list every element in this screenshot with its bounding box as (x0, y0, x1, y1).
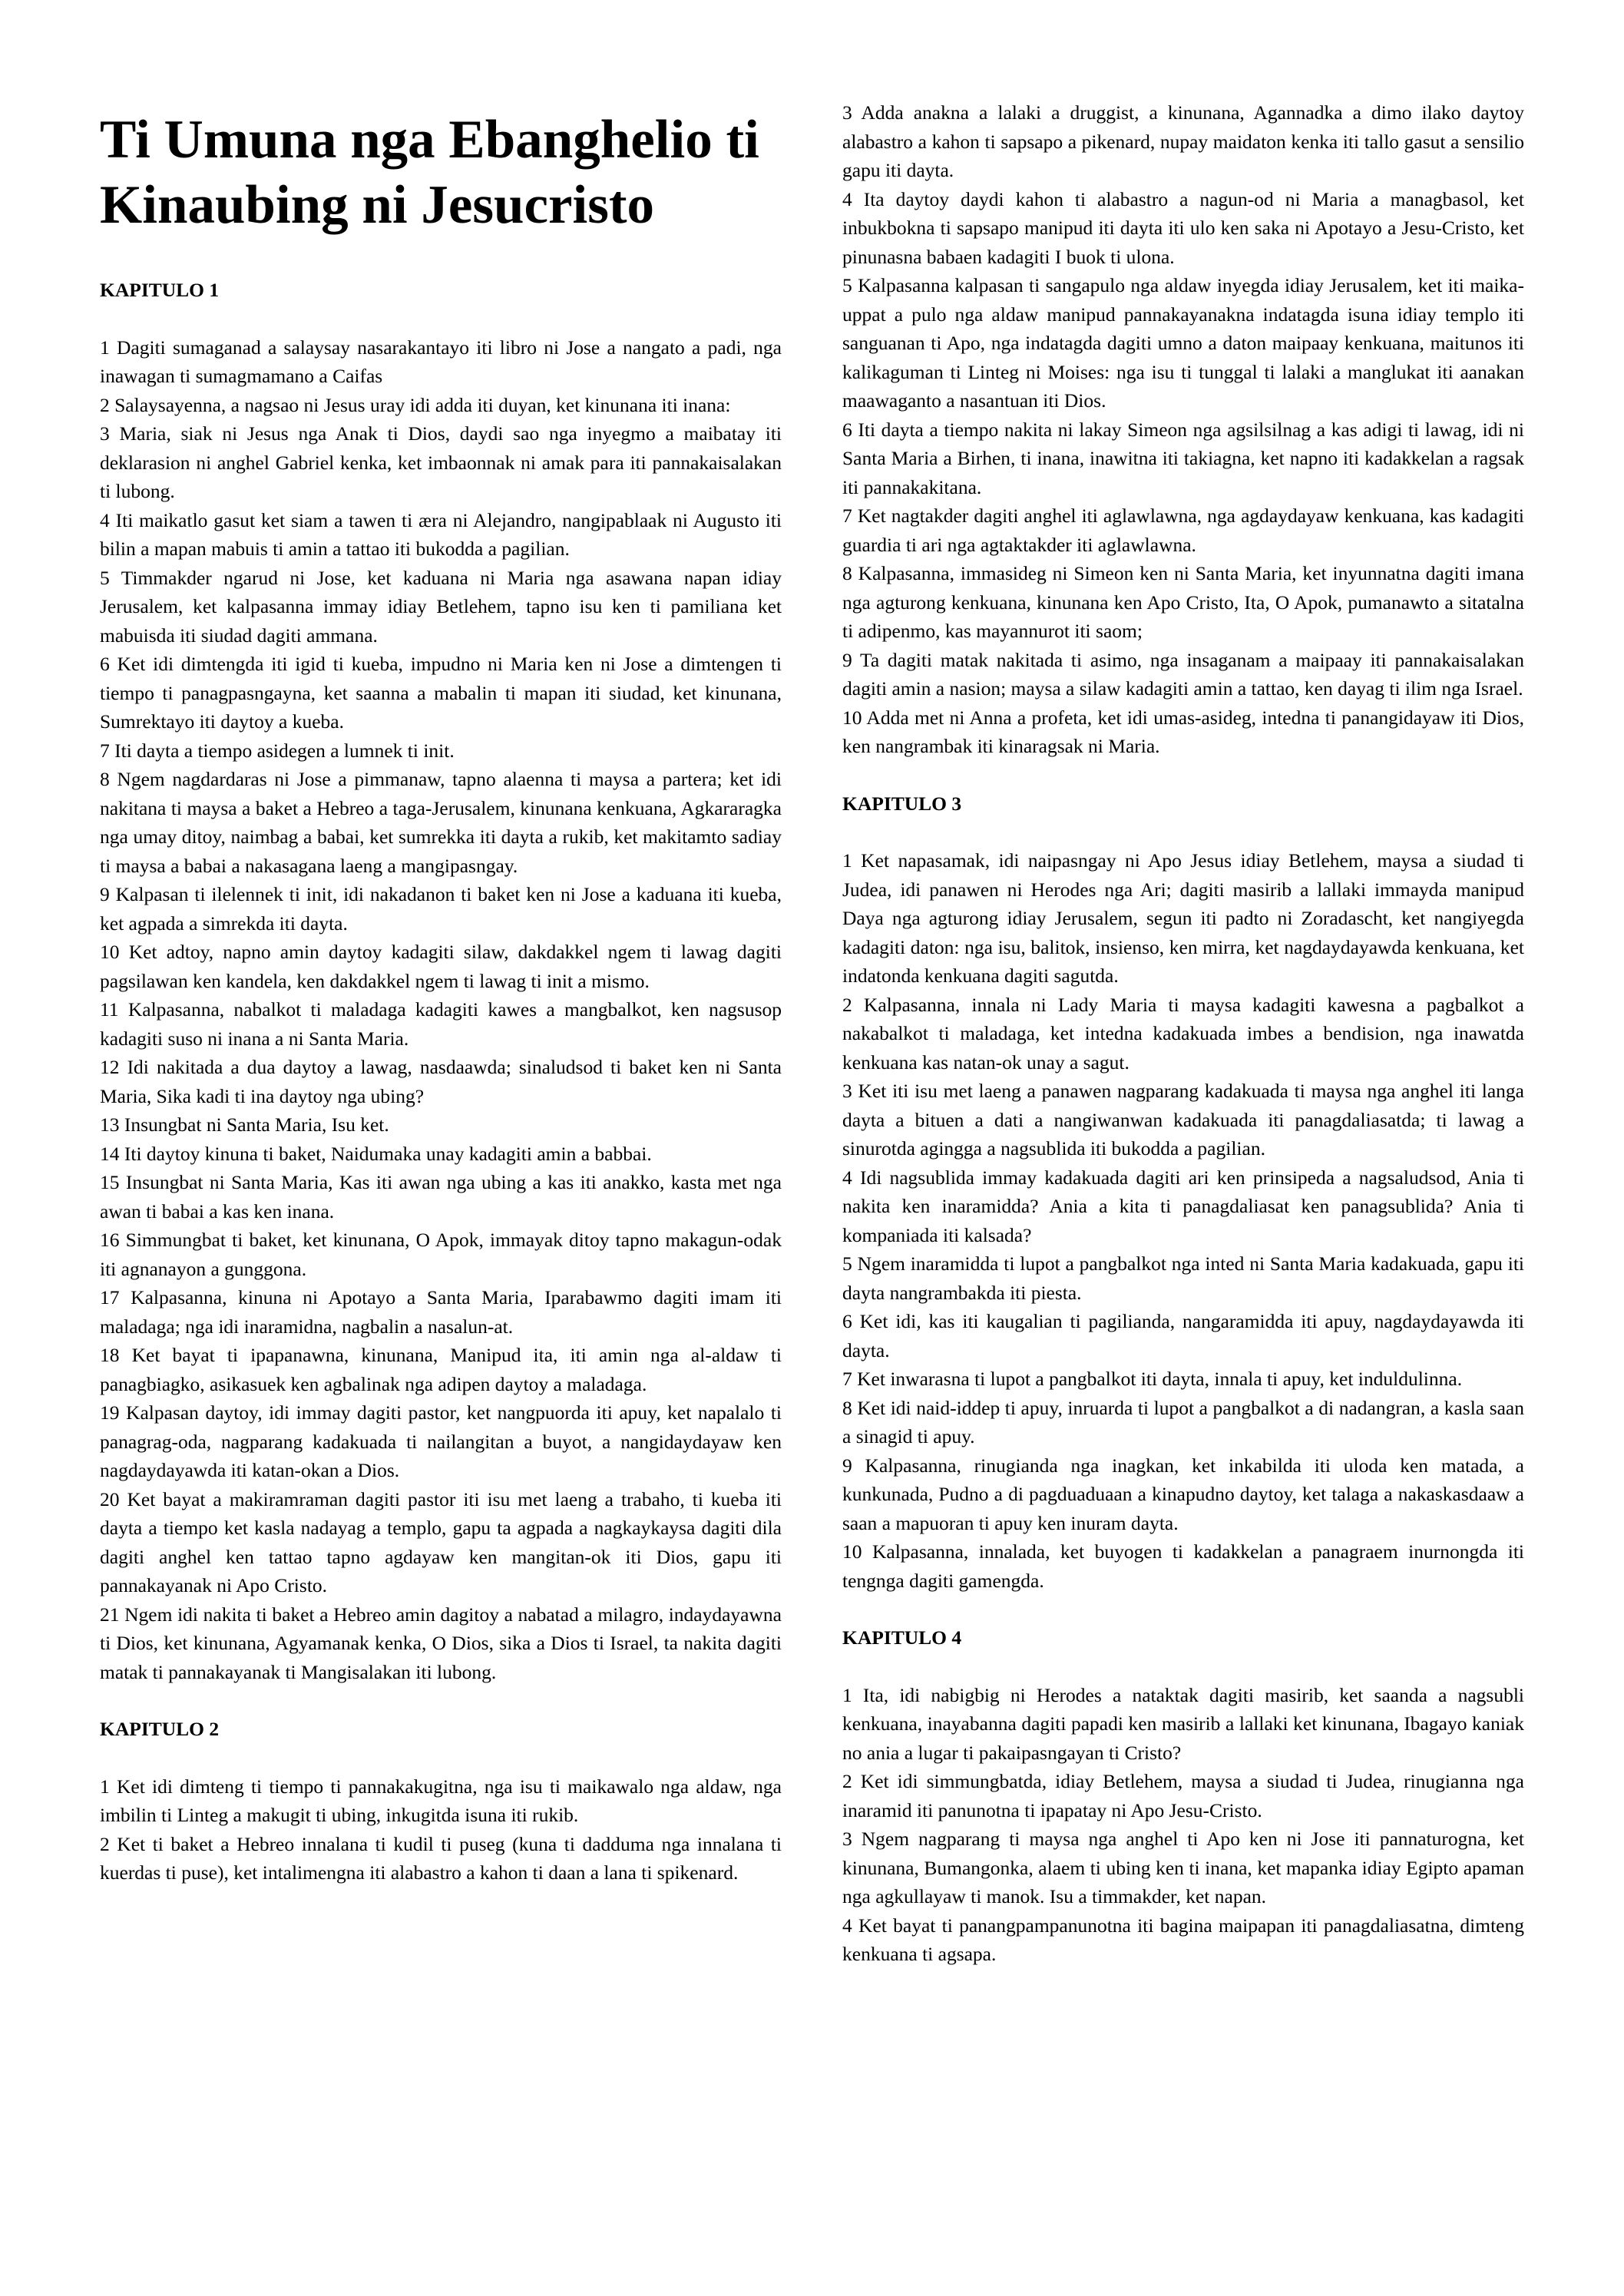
verse: 5 Timmakder ngarud ni Jose, ket kaduana ni Maria nga asawana napan idiay Jerusalem, ket kalpasanna immay idiay Betlehem, tapno isu ken ti pamiliana ket mabuisda iti siudad dagiti ammana. (100, 566, 782, 647)
verse: 2 Salaysayenna, a nagsao ni Jesus uray idi adda iti duyan, ket kinunana iti inana: (100, 393, 731, 416)
chapter-heading: KAPITULO 1 (100, 279, 220, 301)
verse: 4 Idi nagsublida immay kadakuada dagiti ari ken prinsipeda a nagsaludsod, Ania ti nakita ken inaramidda? Ania a kita ti panagdaliasat ken panagsublida? Ania ti kompaniada iti kalsada? (842, 1166, 1524, 1246)
verse: 7 Ket inwarasna ti lupot a pangbalkot iti dayta, innala ti apuy, ket induldulinna. (842, 1368, 1463, 1390)
verse: 6 Ket idi dimtengda iti igid ti kueba, impudno ni Maria ken ni Jose a dimtengen ti tiempo ti panagpasngayna, ket saanna a mabalin ti mapan iti siudad, ket kinunana, Sumrektayo iti daytoy a kueba. (100, 653, 782, 733)
verse: 9 Kalpasanna, rinugianda nga inagkan, ket inkabilda iti uloda ken matada, a kunkunada, Pudno a di pagduaduaan a kinapudno daytoy, ket talaga a nakaskasdaaw a saan a mapuoran ti apuy ken inuram dayta. (842, 1454, 1524, 1534)
verse: 10 Kalpasanna, innalada, ket buyogen ti kadakkelan a panagraem inurnongda iti tengnga dagiti gamengda. (842, 1540, 1524, 1592)
verse: 2 Ket ti baket a Hebreo innalana ti kudil ti puseg (kuna ti dadduma nga innalana ti kuerdas ti puse), ket intalimengna iti alabastro a kahon ti daan a lana ti spikenard. (100, 1832, 782, 1884)
verse: 10 Adda met ni Anna a profeta, ket idi umas-asideg, intedna ti panangidayaw iti Dios, ken nangrambak iti kinaragsak ni Maria. (842, 706, 1524, 757)
verse: 5 Kalpasanna kalpasan ti sangapulo nga aldaw inyegda idiay Jerusalem, ket iti maika-uppat a pulo nga aldaw manipud pannakayanakna indatagda isuna idiay templo iti sanguanan ti Apo, nga indatagda dagiti umno a daton maipaay kenkuana, maitunos iti kalikaguman ti Linteg ni Moises: nga isu ti tunggal ti lalaki a manglukat iti aanakan maawaganto a nasantuan iti Dios. (842, 274, 1524, 412)
verse: 10 Ket adtoy, napno amin daytoy kadagiti silaw, dakdakkel ngem ti lawag dagiti pagsilawan ken kandela, ken dakdakkel ngem ti lawag ti init a mismo. (100, 941, 782, 992)
spacer (842, 1595, 1524, 1623)
verse: 4 Iti maikatlo gasut ket siam a tawen ti æra ni Alejandro, nangipablaak ni Augusto iti bilin a mapan mabuis ti amin a tattao iti bukodda a pagilian. (100, 508, 782, 560)
verse: 3 Ket iti isu met laeng a panawen nagparang kadakuada ti maysa nga anghel iti langa dayta a bituen a dati a nangiwanwan kadakuada iti panagdaliasatda; ti lawag a sinurotda agingga a nagsublida iti bukodda a pagilian. (842, 1080, 1524, 1160)
verse: 7 Ket nagtakder dagiti anghel iti aglawlawna, nga agdaydayaw kenkuana, kas kadagiti guardia ti ari nga agtaktakder iti aglawlawna. (842, 505, 1524, 556)
verse: 6 Iti dayta a tiempo nakita ni lakay Simeon nga agsilsilnag a kas adigi ti lawag, idi ni Santa Maria a Birhen, ti inana, inawitna iti takiagna, ket napno iti kadakkelan a ragsak iti pannakakitana. (842, 418, 1524, 498)
chapter-heading: KAPITULO 2 (100, 1718, 220, 1740)
left-column (100, 108, 782, 1887)
spacer (100, 1686, 782, 1715)
right-column (842, 98, 1524, 1969)
verse: 4 Ket bayat ti panangpampanunotna iti bagina maipapan iti panagdaliasatna, dimteng kenkuana ti agsapa. (842, 1914, 1524, 1965)
verse: 1 Dagiti sumaganad a salaysay nasarakantayo iti libro ni Jose a nangato a padi, nga inawagan ti sumagmamano a Caifas (100, 336, 782, 387)
verse: 3 Ngem nagparang ti maysa nga anghel ti Apo ken ni Jose iti pannaturogna, ket kinunana, Bumangonka, alaem ti ubing ken ti inana, ket mapanka idiay Egipto apaman nga agkullayaw ti manok. Isu a timmakder, ket napan. (842, 1828, 1524, 1907)
verse: 19 Kalpasan daytoy, idi immay dagiti pastor, ket nangpuorda iti apuy, ket napalalo ti panagrag-oda, nagparang kadakuada ti nailangitan a buyot, a nangidaydayaw ken nagdaydayawda iti katan-okan a Dios. (100, 1401, 782, 1481)
verse: 13 Insungbat ni Santa Maria, Isu ket. (100, 1113, 389, 1136)
verse: 9 Kalpasan ti ilelennek ti init, idi nakadanon ti baket ken ni Jose a kaduana iti kueba, ket agpada a simrekda iti dayta. (100, 883, 782, 935)
verse: 8 Ngem nagdardaras ni Jose a pimmanaw, tapno alaenna ti maysa a partera; ket idi nakitana ti maysa a baket a Hebreo a taga-Jerusalem, kinunana kenkuana, Agkararagka nga umay ditoy, naimbag a babai, ket sumrekka iti dayta a rukib, ket makitamto sadiay ti maysa a babai a nakasagana laeng a mangipasngay. (100, 768, 782, 877)
verse: 8 Ket idi naid-iddep ti apuy, inruarda ti lupot a pangbalkot a di nadangran, a kasla saan a sinagid ti apuy. (842, 1396, 1524, 1447)
document-title: Ti Umuna nga Ebanghelio ti Kinaubing ni Jesucristo (100, 110, 759, 235)
verse: 5 Ngem inaramidda ti lupot a pangbalkot nga inted ni Santa Maria kadakuada, gapu iti dayta nangrambakda iti piesta. (842, 1252, 1524, 1304)
verse: 8 Kalpasanna, immasideg ni Simeon ken ni Santa Maria, ket inyunnatna dagiti imana nga agturong kenkuana, kinunana ken Apo Cristo, Ita, O Apok, pumanawto a sitatalna ti adipenmo, kas mayannurot iti saom; (842, 562, 1524, 642)
verse: 3 Maria, siak ni Jesus nga Anak ti Dios, daydi sao nga inyegmo a maibatay iti deklarasion ni anghel Gabriel kenka, ket imbaonnak ni amak para iti pannakaisalakan ti lubong. (100, 422, 782, 502)
verse: 6 Ket idi, kas iti kaugalian ti pagilianda, nangaramidda iti apuy, nagdaydayawda iti dayta. (842, 1310, 1524, 1361)
verse: 17 Kalpasanna, kinuna ni Apotayo a Santa Maria, Iparabawmo dagiti imam iti maladaga; nga idi inaramidna, nagbalin a nasalun-at. (100, 1286, 782, 1338)
chapter-heading: KAPITULO 3 (842, 792, 962, 815)
verse: 1 Ita, idi nabigbig ni Herodes a nataktak dagiti masirib, ket saanda a nagsubli kenkuana, inayabanna dagiti papadi ken masirib a lallaki ket kinunana, Ibagayo kaniak no ania a lugar ti pakaipasngayan ti Cristo? (842, 1683, 1524, 1764)
verse: 3 Adda anakna a lalaki a druggist, a kinunana, Agannadka a dimo ilako daytoy alabastro a kahon ti sapsapo a pikenard, nupay maidaton kenka iti tallo gasut a sensilio gapu iti dayta. (842, 101, 1524, 181)
verse: 1 Ket idi dimteng ti tiempo ti pannakakugitna, nga isu ti maikawalo nga aldaw, nga imbilin ti Linteg a makugit ti ubing, inkugitda isuna iti rukib. (100, 1775, 782, 1826)
verse: 7 Iti dayta a tiempo asidegen a lumnek ti init. (100, 739, 455, 762)
spacer (842, 761, 1524, 789)
verse: 9 Ta dagiti matak nakitada ti asimo, nga insaganam a maipaay iti pannakaisalakan dagiti amin a nasion; maysa a silaw kadagiti amin a tattao, ken dayag ti ilim nga Israel. (842, 648, 1524, 700)
verse: 2 Kalpasanna, innala ni Lady Maria ti maysa kadagiti kawesna a pagbalkot a nakabalkot ti maladaga, ket intedna kadakuada imbes a bendision, nga inawatda kenkuana kas natan-ok unay a sagut. (842, 993, 1524, 1074)
verse: 15 Insungbat ni Santa Maria, Kas iti awan nga ubing a kas iti anakko, kasta met nga awan ti babai a kas ken inana. (100, 1171, 782, 1222)
verse: 12 Idi nakitada a dua daytoy a lawag, nasdaawda; sinaludsod ti baket ken ni Santa Maria, Sika kadi ti ina daytoy nga ubing? (100, 1056, 782, 1107)
verse: 21 Ngem idi nakita ti baket a Hebreo amin dagitoy a nabatad a milagro, indaydayawna ti Dios, ket kinunana, Agyamanak kenka, O Dios, sika a Dios ti Israel, ta nakita dagiti matak ti pannakayanak ti Mangisalakan iti lubong. (100, 1603, 782, 1683)
chapter-heading: KAPITULO 4 (842, 1626, 962, 1649)
verse: 2 Ket idi simmungbatda, idiay Betlehem, maysa a siudad ti Judea, rinugianna nga inaramid iti panunotna ti ipapatay ni Apo Jesu-Cristo. (842, 1770, 1524, 1821)
verse: 4 Ita daytoy daydi kahon ti alabastro a nagun-od ni Maria a managbasol, ket inbukbokna ti sapsapo manipud iti dayta iti ulo ken saka ni Apotayo a Jesu-Cristo, ket pinunasna babaen kadagiti I buok ti ulona. (842, 187, 1524, 268)
verse: 20 Ket bayat a makiramraman dagiti pastor iti isu met laeng a trabaho, ti kueba iti dayta a tiempo ket kasla nadayag a templo, gapu ta agpada a nagkaykaysa dagiti dila dagiti anghel ken tattao tapno agdayaw ken mangitan-ok iti Dios, gapu iti pannakayanak ni Apo Cristo. (100, 1487, 782, 1596)
verse: 18 Ket bayat ti ipapanawna, kinunana, Manipud ita, iti amin nga al-aldaw ti panagbiagko, asikasuek ken agbalinak nga adipen daytoy a maladaga. (100, 1344, 782, 1395)
verse: 16 Simmungbat ti baket, ket kinunana, O Apok, immayak ditoy tapno makagun-odak iti agnanayon a gunggona. (100, 1229, 782, 1280)
verse: 11 Kalpasanna, nabalkot ti maladaga kadagiti kawes a mangbalkot, ken nagsusop kadagiti suso ni inana a ni Santa Maria. (100, 998, 782, 1050)
verse: 14 Iti daytoy kinuna ti baket, Naidumaka unay kadagiti amin a babbai. (100, 1142, 652, 1165)
verse: 1 Ket napasamak, idi naipasngay ni Apo Jesus idiay Betlehem, maysa a siudad ti Judea, idi panawen ni Herodes nga Ari; dagiti masirib a lallaki immayda manipud Daya nga agturong idiay Jerusalem, segun iti padto ni Zoradascht, ket nangiyegda kadagiti daton: nga isu, balitok, insienso, ken mirra, ket nagdaydayawda kenkuana, ket indatonda kenkuana dagiti sagutda. (842, 849, 1524, 987)
